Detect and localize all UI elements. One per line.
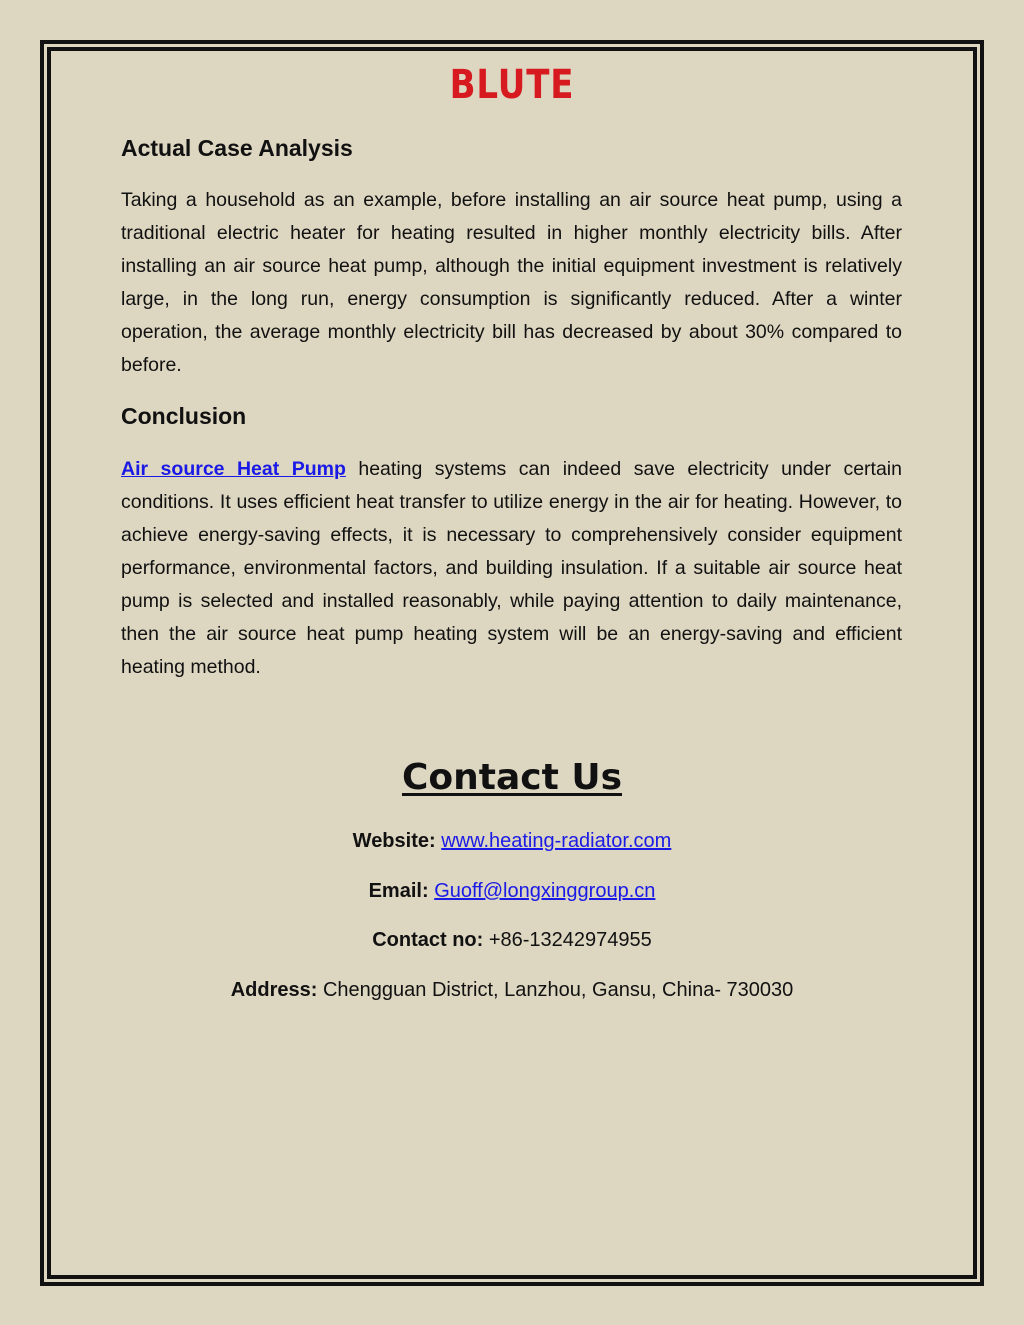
phone-value: +86-13242974955 <box>488 929 652 951</box>
section-heading-conclusion: Conclusion <box>121 403 247 429</box>
case-analysis-paragraph: Taking a household as an example, before installing an air source heat pump, using a traditional electric heater for heating resulted in higher monthly electricity bills. After installing an air source heat pump, although the initial equipment investment is relatively large, in the long run, energy consumption is significantly reduced. After a winter operation, the average monthly electricity bill has decreased by about 30% compared to before. <box>121 189 902 376</box>
contact-website-row <box>0 828 1024 854</box>
contact-phone-row <box>0 927 1024 953</box>
website-label: Website: <box>352 830 436 852</box>
brand-logo: BLUTE <box>449 62 575 108</box>
phone-label: Contact no: <box>372 929 484 951</box>
contact-us-title <box>0 756 1024 800</box>
contact-email-row <box>0 878 1024 904</box>
website-link[interactable]: www.heating-radiator.com <box>441 830 672 852</box>
heat-pump-link[interactable]: Air source Heat Pump <box>121 458 346 480</box>
address-label: Address: <box>230 979 318 1001</box>
contact-address-row <box>0 977 1024 1003</box>
email-link[interactable]: Guoff@longxinggroup.cn <box>434 880 656 902</box>
address-value: Chengguan District, Lanzhou, Gansu, China- 730030 <box>322 979 794 1001</box>
email-label: Email: <box>368 880 429 902</box>
section-heading-case-analysis: Actual Case Analysis <box>121 135 353 161</box>
contact-us-title-text: Contact Us <box>401 757 623 798</box>
conclusion-paragraph <box>121 453 902 684</box>
conclusion-text: heating systems can indeed save electricity under certain conditions. It uses efficient heat transfer to utilize energy in the air for heating. However, to achieve energy-saving effects, it is necessary to comprehensively consider equipment performance, environmental factors, and building insulation. If a suitable air source heat pump is selected and installed reasonably, while paying attention to daily maintenance, then the air source heat pump heating system will be an energy-saving and efficient heating method. <box>121 458 902 678</box>
